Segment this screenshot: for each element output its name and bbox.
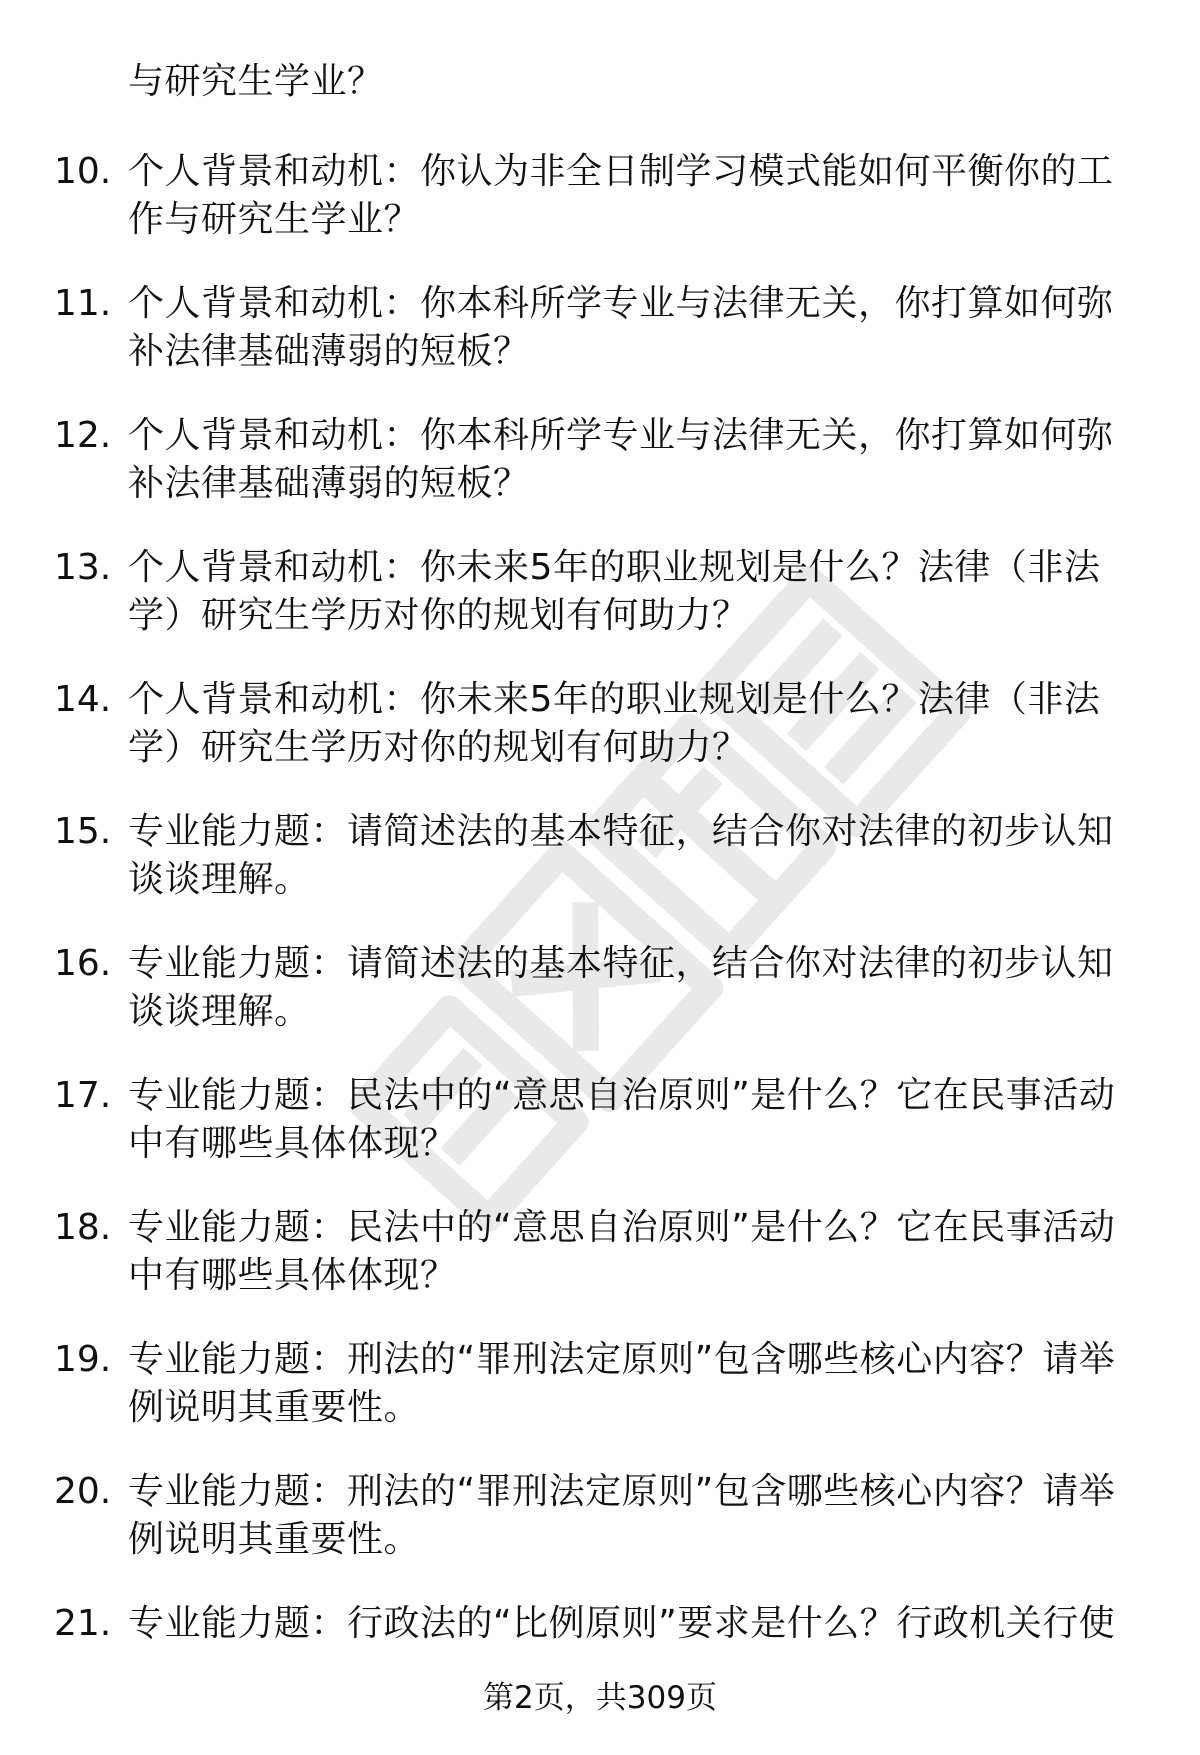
list-item (0, 676, 1200, 774)
list-item (0, 544, 1200, 642)
question-text: 专业能力题：刑法的“罪刑法定原则”包含哪些核心内容？请举例说明其重要性。 (128, 1471, 1116, 1560)
list-item (0, 148, 1200, 246)
question-text: 个人背景和动机：你本科所学专业与法律无关，你打算如何弥补法律基础薄弱的短板？ (128, 415, 1114, 504)
question-list (0, 148, 1200, 1682)
question-number: 15. (54, 811, 112, 852)
list-item (0, 1468, 1200, 1566)
question-number: 11. (54, 283, 112, 324)
list-item (0, 280, 1200, 378)
question-number: 18. (54, 1207, 112, 1248)
question-number: 13. (54, 547, 112, 588)
question-text: 个人背景和动机：你未来5年的职业规划是什么？法律（非法学）研究生学历对你的规划有何助力？ (128, 547, 1101, 636)
question-text: 个人背景和动机：你本科所学专业与法律无关，你打算如何弥补法律基础薄弱的短板？ (128, 283, 1114, 372)
question-text: 专业能力题：请简述法的基本特征，结合你对法律的初步认知谈谈理解。 (128, 943, 1114, 1032)
question-text: 专业能力题：刑法的“罪刑法定原则”包含哪些核心内容？请举例说明其重要性。 (128, 1339, 1116, 1428)
question-text: 专业能力题：民法中的“意思自治原则”是什么？它在民事活动中有哪些具体体现？ (128, 1075, 1116, 1164)
question-number: 17. (54, 1075, 112, 1116)
list-item (0, 940, 1200, 1038)
question-text: 专业能力题：民法中的“意思自治原则”是什么？它在民事活动中有哪些具体体现？ (128, 1207, 1116, 1296)
question-number: 19. (54, 1339, 112, 1380)
question-number: 14. (54, 679, 112, 720)
question-text: 个人背景和动机：你认为非全日制学习模式能如何平衡你的工作与研究生学业？ (128, 151, 1114, 240)
continuation-text: 与研究生学业？ (128, 61, 384, 102)
question-text: 专业能力题：请简述法的基本特征，结合你对法律的初步认知谈谈理解。 (128, 811, 1114, 900)
page-number-footer: 第2页，共309页 (483, 1680, 717, 1716)
question-number: 12. (54, 415, 112, 456)
question-number: 10. (54, 151, 112, 192)
question-text: 专业能力题：行政法的“比例原则”要求是什么？行政机关行使 (128, 1603, 1116, 1644)
list-item (0, 1336, 1200, 1434)
list-item (0, 1600, 1200, 1648)
question-number: 16. (54, 943, 112, 984)
list-item (0, 412, 1200, 510)
list-item (0, 1204, 1200, 1302)
question-number: 20. (54, 1471, 112, 1512)
question-number: 21. (54, 1603, 112, 1644)
question-text: 个人背景和动机：你未来5年的职业规划是什么？法律（非法学）研究生学历对你的规划有何助力？ (128, 679, 1101, 768)
list-item (0, 1072, 1200, 1170)
list-item (0, 808, 1200, 906)
